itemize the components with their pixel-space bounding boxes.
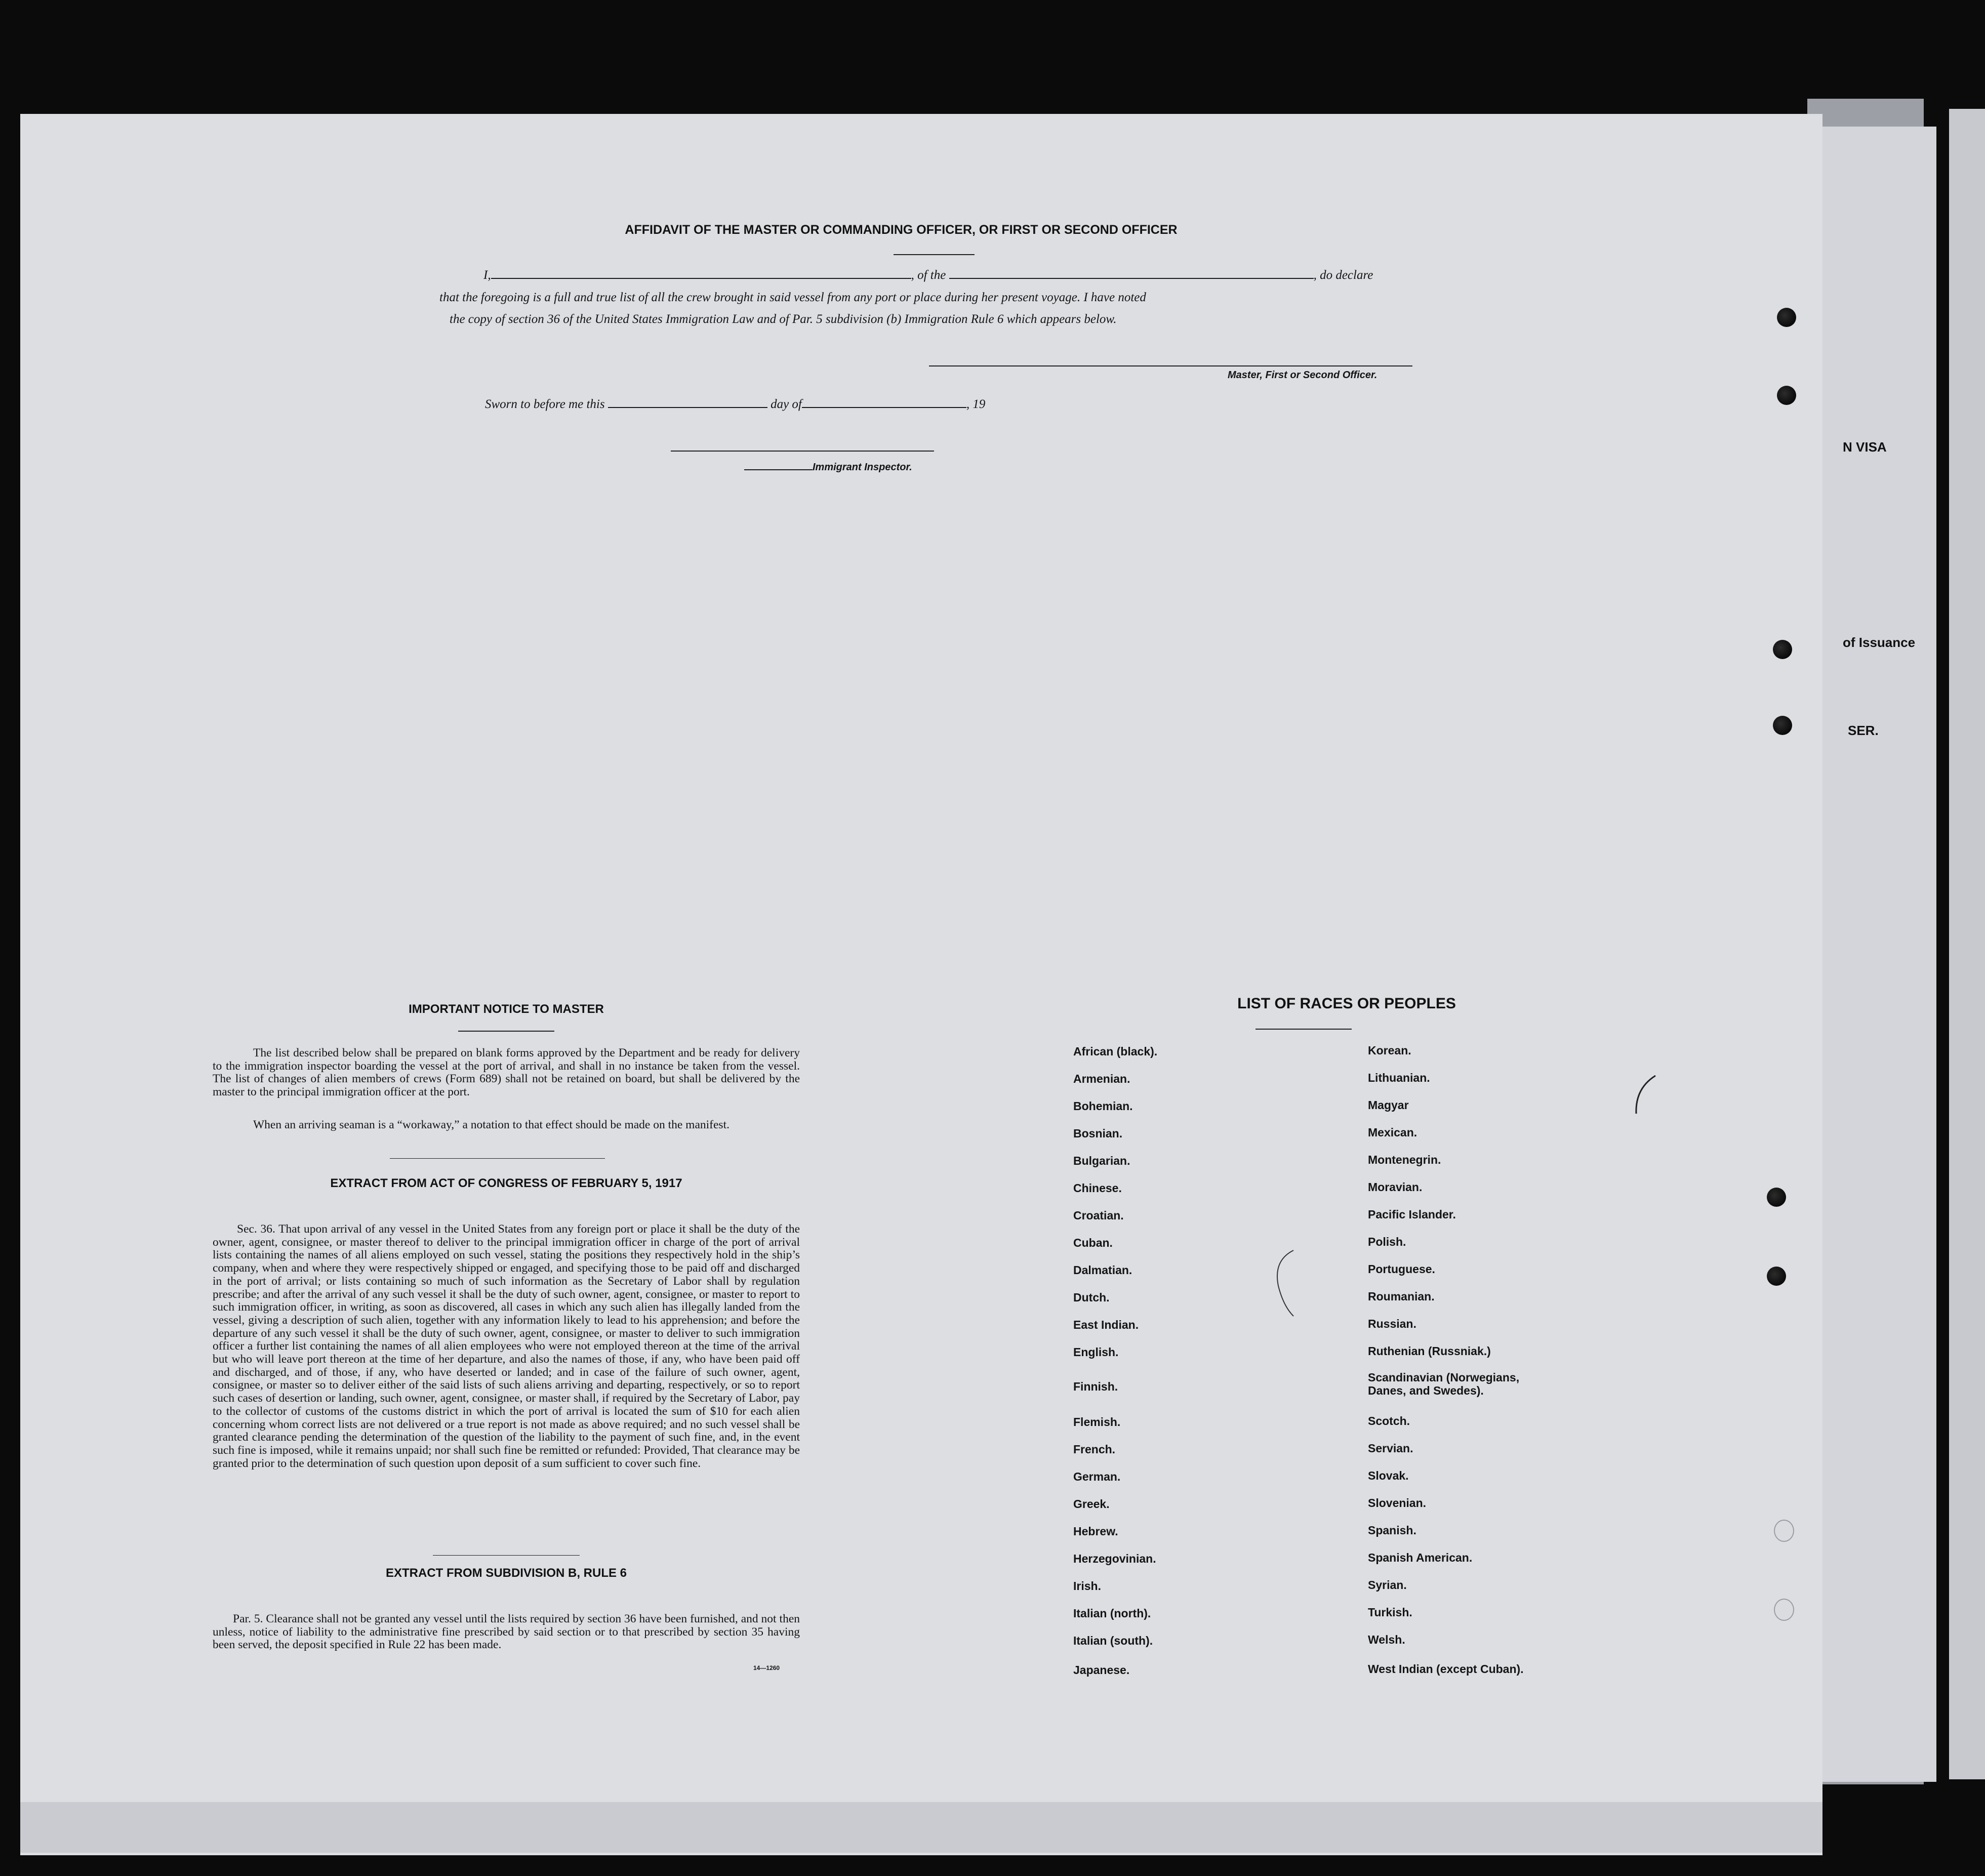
punch-hole [1773, 716, 1792, 735]
race-left-item: Japanese. [1073, 1663, 1130, 1677]
race-left-item: Bosnian. [1073, 1127, 1123, 1140]
race-right-item: Russian. [1368, 1317, 1416, 1330]
act-divider [433, 1555, 580, 1556]
race-right-item: Moravian. [1368, 1180, 1423, 1194]
name-blank [491, 278, 911, 279]
race-left-item: Italian (north). [1073, 1607, 1151, 1620]
act-extract-title: EXTRACT FROM ACT OF CONGRESS OF FEBRUARY 5, 1917 [330, 1176, 682, 1190]
race-right-item: Welsh. [1368, 1633, 1405, 1646]
race-right-item: Polish. [1368, 1235, 1406, 1248]
race-right-item: Spanish American. [1368, 1551, 1473, 1564]
race-left-item: Italian (south). [1073, 1634, 1153, 1647]
inspector-signature-line [671, 451, 934, 452]
race-left-item: Dutch. [1073, 1291, 1110, 1304]
act-extract-text: Sec. 36. That upon arrival of any vessel in the United States from any foreign port or place it shall be the duty of the owner, agent, consignee, or master thereof to deliver to the principal immigration officer in charge of the port of arrival lists containing the names of all aliens employed on such vessel, stating the positions they respectively hold in the ship’s company, when and where they were respectively shipped or engaged, and specifying those to be paid off and discharged in the port of arrival; or lists containing so much of such information as the Secretary of Labor shall by regulation prescribe; and after the arrival of any such vessel it shall be the duty of such owner, agent, consignee, or master to report to such immigration officer, in writing, as soon as discovered, all cases in which any such alien has illegally landed from the vessel, giving a description of such alien, together with any information likely to lead to his apprehension; and before the departure of any such vessel it shall be the duty of such owner, agent, consignee, or master to deliver to such immigration officer a further list containing the names of all alien employees who were not employed thereon at the time of the arrival but who will leave port thereon at the time of her departure, and also the names of those, if any, who have been paid off and discharged, and of those, if any, who have deserted or landed; and in case of the failure of such owner, agent, consignee, or master so to deliver either of the said lists of such aliens arriving and departing, respectively, or so to report such cases of desertion or landing, such owner, agent, consignee, or master shall, if required by the Secretary of Labor, pay to the collector of customs of the customs district in which the port of arrival is located the sum of $10 for each alien concerning whom correct lists are not delivered or a true report is not made as above required; and no such vessel shall be granted clearance pending the determination of the question of the liability to the payment of such fine, and, in the event such fine is imposed, while it remains unpaid; nor shall such fine be remitted or refunded: Provided, That clearance may be granted prior to the determination of such question upon deposit of a sum sufficient to cover such fine. [213, 1222, 800, 1470]
inspector-caption: Immigrant Inspector. [744, 462, 912, 473]
underlying-issuance-label: of Issuance [1843, 635, 1916, 650]
race-left-item: German. [1073, 1470, 1121, 1483]
sworn-month-blank [802, 407, 966, 408]
pen-mark [1630, 1073, 1660, 1119]
sworn-day-blank [608, 407, 767, 408]
notice-title: IMPORTANT NOTICE TO MASTER [409, 1002, 604, 1016]
affidavit-line-3: the copy of section 36 of the United States Immigration Law and of Par. 5 subdivision (b) Immigration Rule 6 which appears below. [450, 312, 1117, 326]
race-right-item: Scandinavian (Norwegians, Danes, and Swedes). [1368, 1371, 1520, 1397]
notice-paragraph-1: The list described below shall be prepared on blank forms approved by the Department and be ready for delivery to the immigration inspector boarding the vessel at the port of arrival, and shall in no instance be taken from the vessel. The list of changes of alien members of crews (Form 689) shall not be retained on board, but shall be delivered by the master to the principal immigration officer at the port. [213, 1046, 800, 1099]
race-right-item: Magyar [1368, 1098, 1409, 1112]
race-left-item: Armenian. [1073, 1072, 1130, 1085]
underlying-sheet-edge [1949, 109, 1985, 1779]
punch-hole [1777, 386, 1796, 405]
affidavit-line-2: that the foregoing is a full and true list of all the crew brought in said vessel from any port or place during her present voyage. I have noted [439, 291, 1146, 304]
rule-extract-title: EXTRACT FROM SUBDIVISION B, RULE 6 [385, 1566, 627, 1580]
race-right-item: Korean. [1368, 1044, 1411, 1057]
affidavit-line-1: I, , of the , do declare [483, 268, 1373, 282]
race-left-item: Chinese. [1073, 1181, 1122, 1195]
race-right-item: Roumanian. [1368, 1290, 1435, 1303]
race-right-item: Pacific Islander. [1368, 1208, 1456, 1221]
race-right-item: Slovenian. [1368, 1496, 1427, 1510]
race-left-item: Hebrew. [1073, 1525, 1118, 1538]
notice-title-rule [458, 1031, 554, 1032]
punch-hole [1773, 640, 1792, 659]
manifest-back-page [20, 114, 1822, 1855]
race-right-item: Portuguese. [1368, 1262, 1435, 1276]
race-left-item: Dalmatian. [1073, 1263, 1132, 1277]
race-right-item: Turkish. [1368, 1606, 1412, 1619]
race-right-item: Lithuanian. [1368, 1071, 1430, 1084]
race-right-item: Montenegrin. [1368, 1153, 1441, 1166]
pen-mark [1263, 1245, 1299, 1321]
notice-paragraph-2: When an arriving seaman is a “workaway,” a notation to that effect should be made on the manifest. [253, 1118, 730, 1131]
race-right-item: Mexican. [1368, 1126, 1417, 1139]
race-left-item: Herzegovinian. [1073, 1552, 1156, 1565]
race-left-item: Flemish. [1073, 1415, 1121, 1429]
master-signature-caption: Master, First or Second Officer. [1228, 370, 1378, 381]
sworn-line: Sworn to before me this day of , 19 [485, 397, 986, 411]
punch-hole [1777, 308, 1796, 327]
race-left-item: French. [1073, 1443, 1116, 1456]
empty-punch-hole [1774, 1599, 1794, 1621]
race-left-item: Bulgarian. [1073, 1154, 1130, 1167]
race-left-item: East Indian. [1073, 1318, 1139, 1331]
race-right-item: Slovak. [1368, 1469, 1409, 1482]
race-right-item: West Indian (except Cuban). [1368, 1662, 1524, 1676]
race-left-item: Bohemian. [1073, 1099, 1133, 1113]
races-title: LIST OF RACES OR PEOPLES [1237, 995, 1456, 1012]
form-number: 14—1260 [753, 1664, 780, 1671]
race-right-item: Syrian. [1368, 1578, 1407, 1592]
notice-divider [390, 1158, 605, 1159]
punch-hole [1767, 1188, 1786, 1207]
master-signature-line [929, 365, 1412, 366]
affidavit-title: AFFIDAVIT OF THE MASTER OR COMMANDING OFFICER, OR FIRST OR SECOND OFFICER [625, 223, 1178, 237]
rule-extract-text: Par. 5. Clearance shall not be granted any vessel until the lists required by section 36 have been furnished, and not then unless, notice of liability to the administrative fine prescribed by said section or to that prescribed by section 35 having been served, the deposit specified in Rule 22 has been made. [213, 1612, 800, 1652]
underlying-sheet [1820, 127, 1936, 1782]
punch-hole [1767, 1267, 1786, 1286]
races-title-rule [1255, 1029, 1352, 1030]
race-left-item: English. [1073, 1345, 1119, 1359]
race-right-item: Scotch. [1368, 1414, 1410, 1428]
race-right-item: Servian. [1368, 1442, 1413, 1455]
race-left-item: Croatian. [1073, 1209, 1124, 1222]
vessel-blank [949, 278, 1314, 279]
underlying-visa-label: N VISA [1843, 439, 1887, 455]
race-left-item: Greek. [1073, 1497, 1110, 1511]
empty-punch-hole [1774, 1520, 1794, 1542]
race-left-item: Cuban. [1073, 1236, 1113, 1249]
affidavit-title-rule [894, 254, 975, 255]
race-left-item: African (black). [1073, 1045, 1158, 1058]
race-left-item: Irish. [1073, 1579, 1101, 1593]
page-bottom-edge [20, 1802, 1822, 1853]
race-right-item: Spanish. [1368, 1524, 1416, 1537]
race-right-item: Ruthenian (Russniak.) [1368, 1344, 1491, 1358]
race-left-item: Finnish. [1073, 1380, 1118, 1393]
underlying-ser-label: SER. [1848, 723, 1879, 738]
